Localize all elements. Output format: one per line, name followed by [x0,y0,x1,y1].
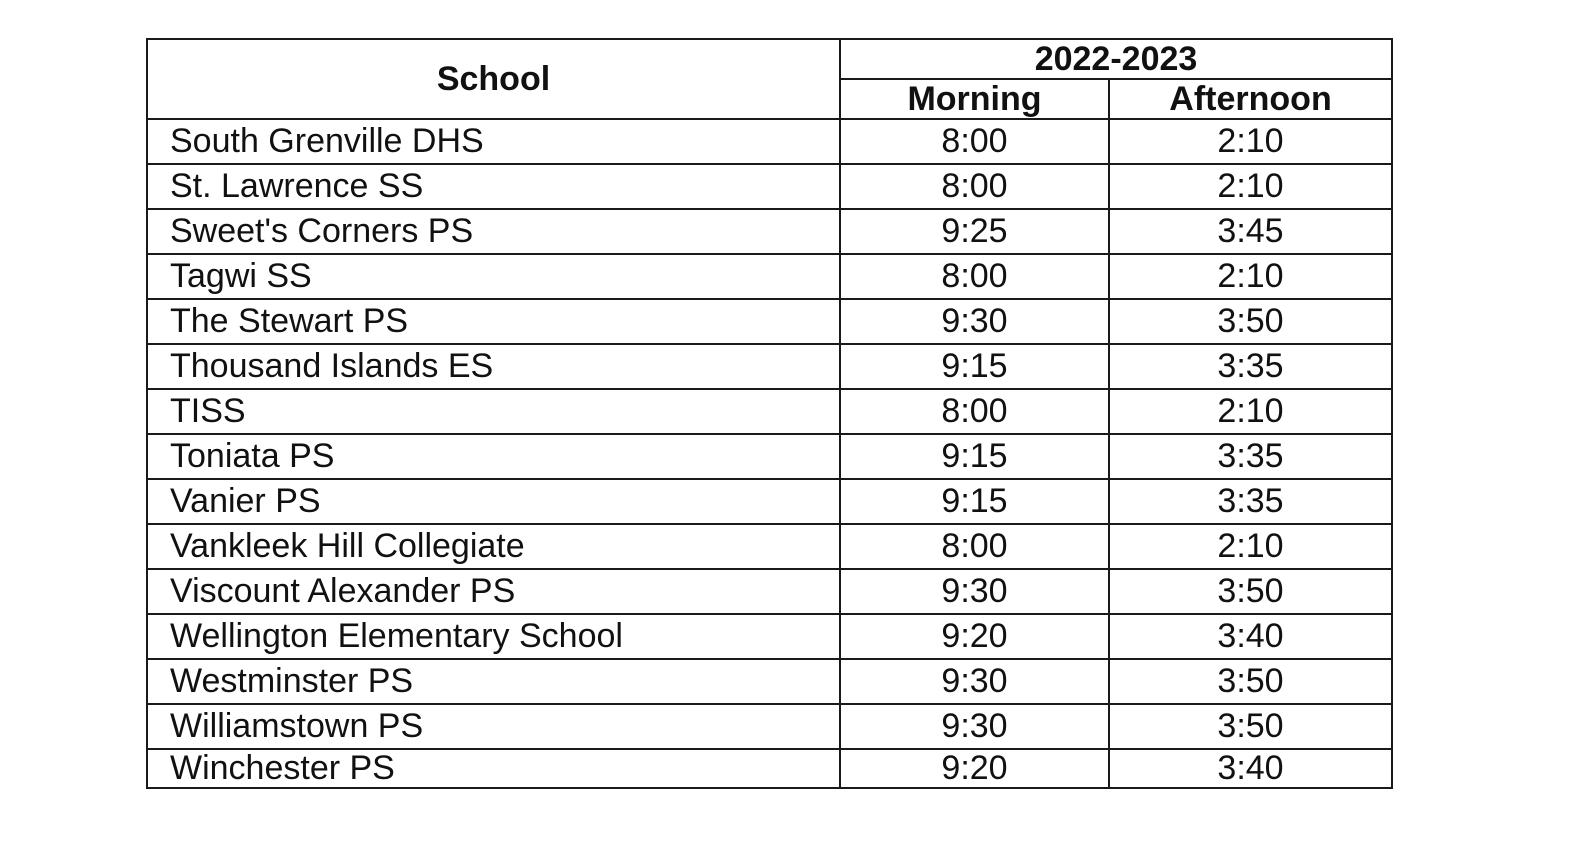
morning-time-cell: 8:00 [840,389,1109,434]
table-row [147,479,1392,524]
afternoon-time-cell: 3:35 [1109,479,1392,524]
afternoon-time-cell: 2:10 [1109,164,1392,209]
morning-time-cell: 9:30 [840,569,1109,614]
table-row [147,434,1392,479]
table-row [147,524,1392,569]
school-name-cell: Wellington Elementary School [147,614,840,659]
morning-time-cell: 9:15 [840,434,1109,479]
school-name-cell: Toniata PS [147,434,840,479]
table-row [147,749,1392,788]
table-body [147,119,1392,788]
afternoon-time-cell: 3:35 [1109,434,1392,479]
afternoon-time-cell: 3:50 [1109,659,1392,704]
school-name-cell: St. Lawrence SS [147,164,840,209]
afternoon-time-cell: 3:45 [1109,209,1392,254]
table-row [147,209,1392,254]
afternoon-time-cell: 2:10 [1109,389,1392,434]
morning-time-cell: 9:25 [840,209,1109,254]
school-name-cell: TISS [147,389,840,434]
school-name-cell: Vankleek Hill Collegiate [147,524,840,569]
school-name-cell: Williamstown PS [147,704,840,749]
table-row [147,614,1392,659]
school-bell-times-table [146,38,1393,789]
school-name-cell: Viscount Alexander PS [147,569,840,614]
table-row [147,164,1392,209]
school-name-cell: Westminster PS [147,659,840,704]
morning-time-cell: 9:20 [840,749,1109,788]
morning-time-cell: 9:30 [840,704,1109,749]
morning-column-header: Morning [840,79,1109,119]
table-row [147,704,1392,749]
morning-time-cell: 9:30 [840,659,1109,704]
afternoon-time-cell: 2:10 [1109,119,1392,164]
table-row [147,254,1392,299]
table-row [147,659,1392,704]
school-year-header: 2022-2023 [840,39,1392,79]
afternoon-time-cell: 3:40 [1109,749,1392,788]
school-column-header: School [147,39,840,119]
afternoon-time-cell: 2:10 [1109,524,1392,569]
morning-time-cell: 8:00 [840,119,1109,164]
afternoon-time-cell: 3:35 [1109,344,1392,389]
afternoon-column-header: Afternoon [1109,79,1392,119]
morning-time-cell: 9:30 [840,299,1109,344]
table-row [147,389,1392,434]
header-row-year [147,39,1392,79]
afternoon-time-cell: 2:10 [1109,254,1392,299]
table-row [147,569,1392,614]
table-row [147,119,1392,164]
table-row [147,344,1392,389]
school-name-cell: Winchester PS [147,749,840,788]
school-name-cell: South Grenville DHS [147,119,840,164]
morning-time-cell: 8:00 [840,254,1109,299]
afternoon-time-cell: 3:50 [1109,299,1392,344]
school-name-cell: The Stewart PS [147,299,840,344]
school-name-cell: Sweet's Corners PS [147,209,840,254]
afternoon-time-cell: 3:50 [1109,569,1392,614]
morning-time-cell: 9:15 [840,479,1109,524]
school-name-cell: Thousand Islands ES [147,344,840,389]
morning-time-cell: 8:00 [840,164,1109,209]
table-row [147,299,1392,344]
school-name-cell: Tagwi SS [147,254,840,299]
afternoon-time-cell: 3:50 [1109,704,1392,749]
morning-time-cell: 8:00 [840,524,1109,569]
afternoon-time-cell: 3:40 [1109,614,1392,659]
table-header [147,39,1392,119]
morning-time-cell: 9:20 [840,614,1109,659]
school-name-cell: Vanier PS [147,479,840,524]
morning-time-cell: 9:15 [840,344,1109,389]
